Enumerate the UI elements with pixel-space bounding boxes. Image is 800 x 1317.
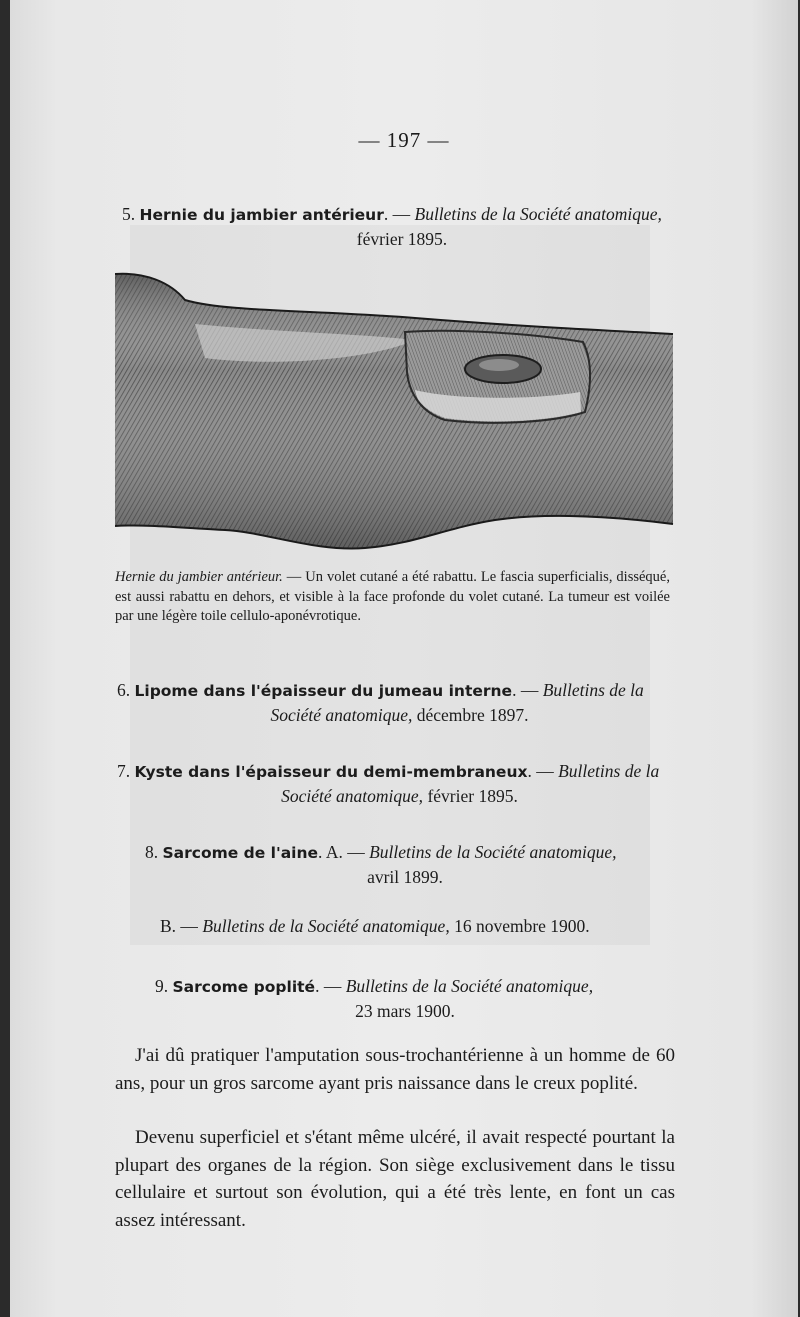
entry-source-cont: Société anatomique, [281, 786, 424, 806]
caption-text: — Un volet cutané a été rabattu. Le fascia superficialis, disséqué, est aussi rabattu en dehors, et visible à la face profonde du volet cutané. La tumeur est voilée par une légère toile cellulo-aponévrotique. [115, 569, 670, 624]
entry-separator: . — [383, 204, 415, 224]
entry-7 [117, 759, 682, 808]
entry-date: 23 mars 1900. [355, 1001, 455, 1021]
caption-title: Hernie du jambier antérieur. [115, 569, 283, 585]
entry-8 [145, 840, 665, 889]
entry-title: Sarcome de l'aine [162, 844, 319, 862]
entry-6 [117, 678, 682, 727]
entry-source: Bulletins de la Société anatomique, [369, 842, 617, 862]
entry-date: février 1895. [356, 229, 448, 249]
entry-separator: . A. — [318, 842, 370, 862]
entry-number: 7. [117, 761, 131, 781]
entry-title: Lipome dans l'épaisseur du jumeau interne [134, 682, 513, 700]
entry-source-cont: Société anatomique, [270, 705, 413, 725]
body-paragraph-2: Devenu superficiel et s'étant même ulcéré, il avait respecté pourtant la plupart des organes de la région. Son siège exclusivement dans le tissu cellulaire et surtout son évolution, qui a été très lente, en font un cas assez intéressant. [115, 1127, 675, 1231]
entry-number: 9. [155, 976, 169, 996]
entry-number: 6. [117, 680, 131, 700]
page-number: — 197 — [358, 128, 450, 152]
body-paragraph-1: J'ai dû pratiquer l'amputation sous-trochantérienne à un homme de 60 ans, pour un gros sarcome ayant pris naissance dans le creux poplité. [115, 1045, 675, 1094]
leg-illustration [115, 262, 675, 562]
entry-source: Bulletins de la [558, 761, 660, 781]
entry-date: 16 novembre 1900. [449, 916, 590, 936]
entry-source: Bulletins de la Société anatomique, [345, 976, 594, 996]
entry-source: Bulletins de la [542, 680, 644, 700]
entry-source: Bulletins de la Société anatomique, [414, 204, 662, 224]
entry-prefix: B. — [160, 916, 203, 936]
entry-separator: . — [512, 680, 543, 700]
entry-number: 5. [122, 204, 136, 224]
figure-caption [115, 568, 670, 627]
entry-title: Kyste dans l'épaisseur du demi-membraneux [134, 763, 528, 781]
entry-title: Hernie du jambier antérieur [139, 206, 384, 224]
entry-separator: . — [527, 761, 559, 781]
entry-number: 8. [145, 842, 159, 862]
figure-leg-hernia [115, 262, 675, 562]
entry-5 [122, 202, 682, 251]
entry-title: Sarcome poplité [172, 978, 316, 996]
entry-9 [155, 974, 655, 1023]
entry-date: décembre 1897. [412, 705, 529, 725]
entry-date: avril 1899. [367, 867, 443, 887]
entry-date: février 1895. [423, 786, 518, 806]
entry-8b [160, 914, 680, 938]
book-page [10, 0, 798, 1317]
entry-source: Bulletins de la Société anatomique, [202, 916, 450, 936]
entry-separator: . — [315, 976, 346, 996]
